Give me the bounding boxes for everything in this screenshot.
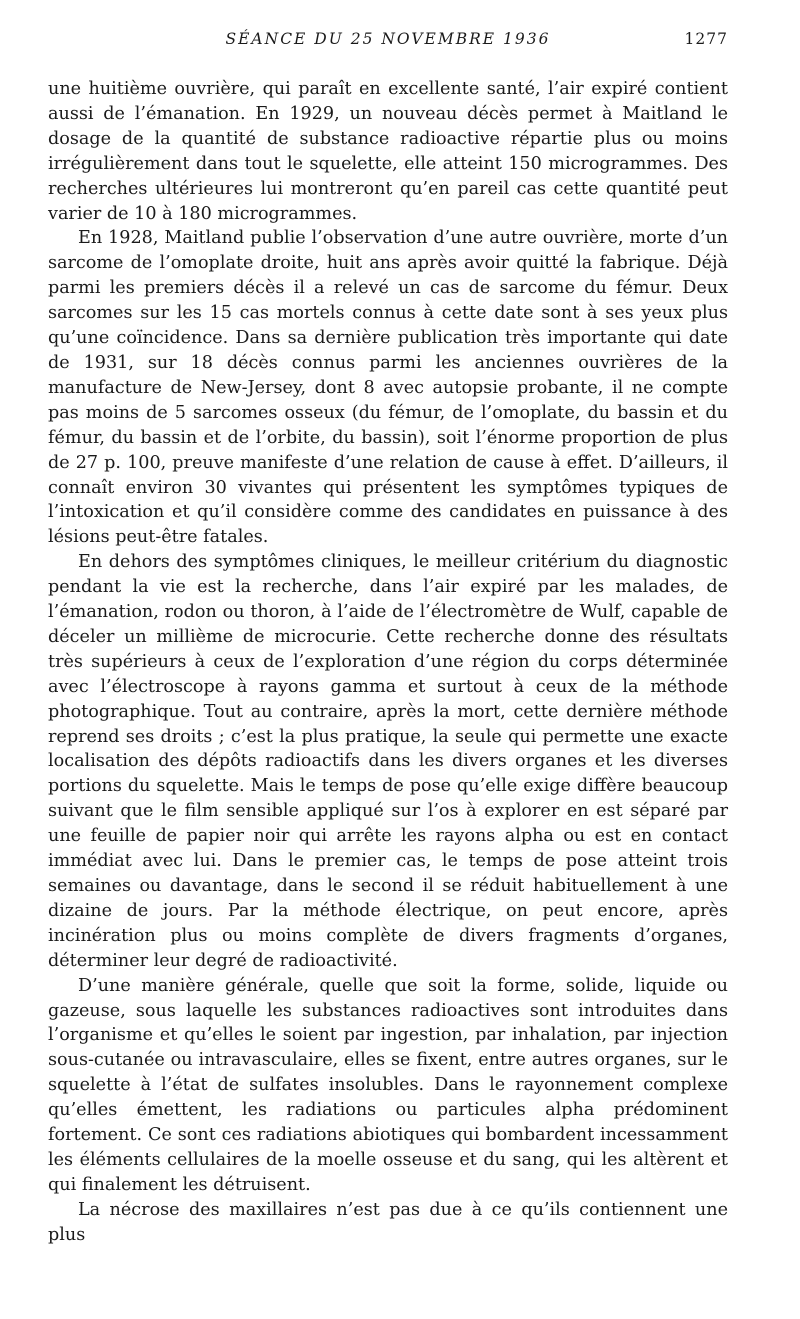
paragraph-general: D’une manière générale, quelle que soit la forme, solide, liquide ou gazeuse, sous laquelle les substances radioactives sont introduites dans l’organisme et qu’elles le soient par ingestion, par inhalation, par injection sous-cutanée ou intravasculaire, elles se fixent, entre autres organes, sur le squelette à l’état de sulfates insolubles. Dans le rayonnement complexe qu’elles émettent, les radiations ou particules alpha prédominent fortement. Ce sont ces radiations abiotiques qui bombardent incessamment les éléments cellulaires de la moelle osseuse et du sang, qui les altèrent et qui finalement les détruisent. <box>48 975 728 1195</box>
running-title: SÉANCE DU 25 NOVEMBRE 1936 <box>225 30 551 48</box>
body-text <box>48 77 728 1248</box>
paragraph-diagnostic: En dehors des symptômes cliniques, le meilleur critérium du diagnostic pendant la vie est la recherche, dans l’air expiré par les malades, de l’émanation, rodon ou thoron, à l’aide de l’électromètre de Wulf, capable de déceler un millième de microcurie. Cette recherche donne des résultats très supérieurs à ceux de l’exploration d’une région du corps déterminée avec l’électroscope à rayons gamma et surtout à ceux de la méthode photographique. Tout au contraire, après la mort, cette dernière méthode reprend ses droits ; c’est la plus pratique, la seule qui permette une exacte localisation des dépôts radioactifs dans les divers organes et les diverses portions du squelette. Mais le temps de pose qu’elle exige diffère beaucoup suivant que le film sensible appliqué sur l’os à explorer en est séparé par une feuille de papier noir qui arrête les rayons alpha ou est en contact immédiat avec lui. Dans le premier cas, le temps de pose atteint trois semaines ou davantage, dans le second il se réduit habituellement à une dizaine de jours. Par la méthode électrique, on peut encore, après incinération plus ou moins complète de divers fragments d’organes, déterminer leur degré de radioactivité. <box>48 552 728 971</box>
paragraph-necrose: La nécrose des maxillaires n’est pas due à ce qu’ils contiennent une plus <box>48 1199 728 1245</box>
paragraph-continuation: une huitième ouvrière, qui paraît en excellente santé, l’air expiré contient aussi de l’émanation. En 1929, un nouveau décès permet à Maitland le dosage de la quantité de substance radioactive répartie plus ou moins irrégulièrement dans tout le squelette, elle atteint 150 microgrammes. Des recherches ultérieures lui montreront qu’en pareil cas cette quantité peut varier de 10 à 180 microgrammes. <box>48 79 728 224</box>
page-number: 1277 <box>684 30 728 48</box>
paragraph-maitland-1928: En 1928, Maitland publie l’observation d’une autre ouvrière, morte d’un sarcome de l’omoplate droite, huit ans après avoir quitté la fabrique. Déjà parmi les premiers décès il a relevé un cas de sarcome du fémur. Deux sarcomes sur les 15 cas mortels connus à cette date sont à ses yeux plus qu’une coïncidence. Dans sa dernière publication très importante qui date de 1931, sur 18 décès connus parmi les anciennes ouvrières de la manufacture de New-Jersey, dont 8 avec autopsie probante, il ne compte pas moins de 5 sarcomes osseux (du fémur, de l’omoplate, du bassin et du fémur, du bassin et de l’orbite, du bassin), soit l’énorme proportion de plus de 27 p. 100, preuve manifeste d’une relation de cause à effet. D’ailleurs, il connaît environ 30 vivantes qui présentent les symptômes typiques de l’intoxication et qu’il considère comme des candidates en puissance à des lésions peut-être fatales. <box>48 228 728 548</box>
page-header <box>48 30 728 54</box>
